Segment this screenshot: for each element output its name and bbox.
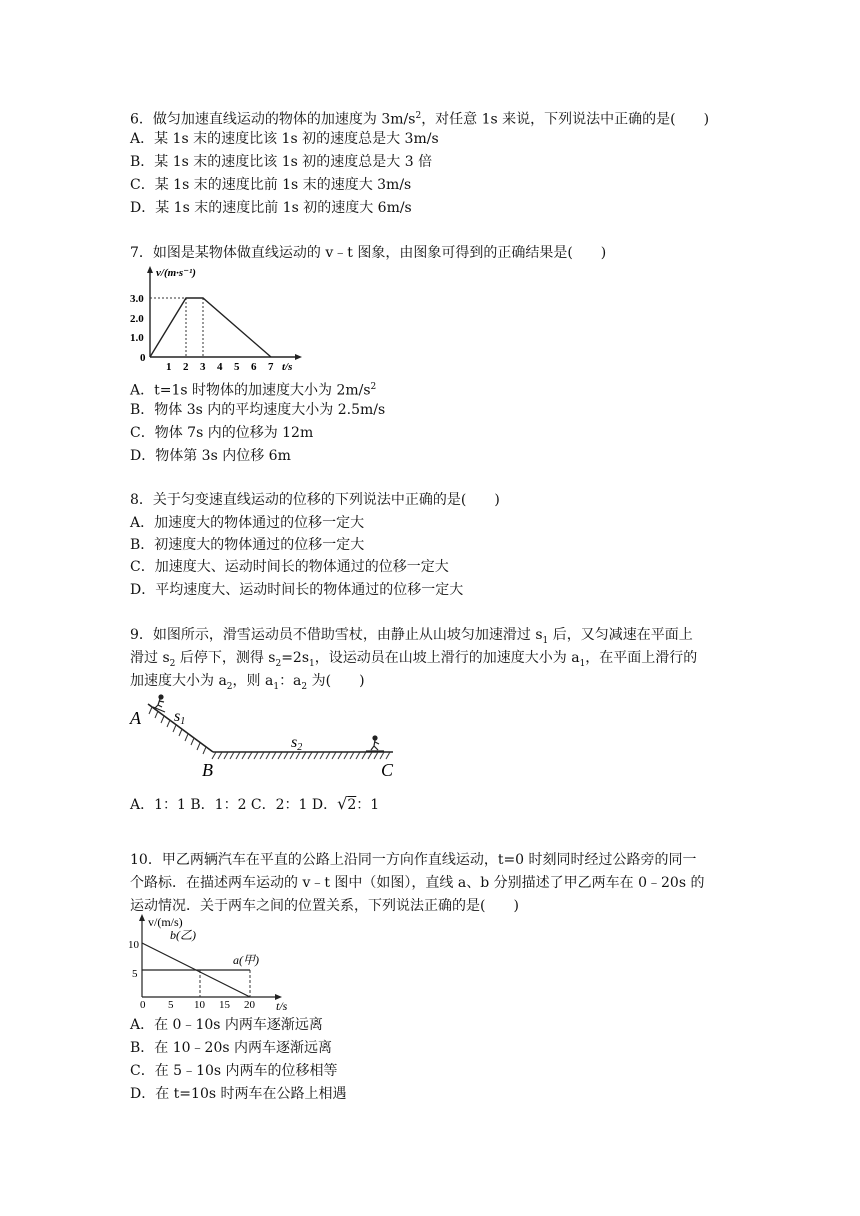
q7-option-c: C．物体 7s 内的位移为 12m [130,425,314,441]
q9-point-c: C [381,760,394,780]
q6-option-b: B．某 1s 末的速度比该 1s 初的速度总是大 3 倍 [130,154,433,170]
q6-stem: 6．做匀加速直线运动的物体的加速度为 $3m/s^2$，对任意 1s 来说，下列说法中正确的是( ) [130,111,710,128]
q7-ytick: 0 [140,352,146,364]
q7-xtick: 6 [251,361,257,373]
q10-option-a: A．在 0﹣10s 内两车逐渐远离 [130,1017,323,1033]
q9-point-b: B [202,760,213,780]
q7-option-a: A．t=1s 时物体的加速度大小为 $2m/s^2$ [130,382,377,399]
q10-xtick: 20 [244,999,255,1011]
q10-xtick: 5 [168,999,174,1011]
q10-vt-graph [128,912,308,1012]
q7-xtick: 2 [183,361,189,373]
q10-option-b: B．在 10﹣20s 内两车逐渐远离 [130,1040,333,1056]
q7-xtick: 5 [234,361,240,373]
q7-xtick: 4 [217,361,223,373]
q6-option-d: D．某 1s 末的速度比前 1s 初的速度大 6m/s [130,200,412,216]
q9-point-a: A [130,708,141,728]
q7-vt-graph [128,264,308,374]
q10-stem-line1: 10．甲乙两辆汽车在平直的公路上沿同一方向作直线运动，t=0 时刻同时经过公路旁的同一 [130,852,697,868]
q7-ytick: 1.0 [130,332,144,344]
q10-option-d: D．在 t=10s 时两车在公路上相遇 [130,1086,347,1102]
q7-option-d: D．物体第 3s 内位移 6m [130,448,291,464]
q8-option-b: B．初速度大的物体通过的位移一定大 [130,537,365,553]
q6-option-c: C．某 1s 末的速度比前 1s 末的速度大 3m/s [130,177,412,193]
q9-label-s2: s2 [291,734,303,753]
q8-option-a: A．加速度大的物体通过的位移一定大 [130,515,365,531]
q7-xtick: 3 [200,361,206,373]
q10-ytick: 10 [128,939,139,951]
q10-stem-line2: 个路标．在描述两车运动的 v﹣t 图中（如图），直线 a、b 分别描述了甲乙两车在 0﹣20s 的 [130,875,705,891]
q9-stem-line2: 滑过 $s_2$ 后停下，测得 $s_2=2s_1$，设运动员在山坡上滑行的加速度大小为 $a_1$，在平面上滑行的 [130,650,698,669]
q10-ytick: 5 [132,968,138,980]
q6-option-a: A．某 1s 末的速度比该 1s 初的速度总是大 3m/s [130,131,439,147]
q10-xtick: 0 [140,999,146,1011]
q9-stem-line1: 9．如图所示，滑雪运动员不借助雪杖，由静止从山坡匀加速滑过 $s_1$ 后，又匀减速在平面上 [130,627,693,646]
q7-xtick: 7 [268,361,274,373]
q7-xlabel: t/s [282,361,293,373]
q10-label-b: b(乙) [170,928,196,942]
q7-ylabel: v/(m·s⁻¹) [156,267,196,279]
q8-stem: 8．关于匀变速直线运动的位移的下列说法中正确的是( ) [130,492,500,508]
q10-xlabel: t/s [276,999,288,1012]
q10-label-a: a(甲) [233,953,259,967]
q10-xtick: 10 [194,999,205,1011]
skier-bottom-icon [366,736,384,751]
q8-option-d: D．平均速度大、运动时间长的物体通过的位移一定大 [130,582,464,598]
q9-options: A．1：1 B．1：2 C．2：1 D．√2：1 [130,794,380,813]
q7-xtick: 1 [166,361,172,373]
q10-option-c: C．在 5﹣10s 内两车的位移相等 [130,1063,338,1079]
q10-xtick: 15 [219,999,230,1011]
q7-stem: 7．如图是某物体做直线运动的 v﹣t 图象，由图象可得到的正确结果是( ) [130,245,607,261]
q10-ylabel: v/(m/s) [148,915,183,929]
q9-label-s1: s1 [174,708,186,727]
q9-ski-slope-diagram [128,694,408,784]
q7-velocity-line [150,298,271,357]
q7-option-b: B．物体 3s 内的平均速度大小为 2.5m/s [130,402,386,418]
q8-option-c: C．加速度大、运动时间长的物体通过的位移一定大 [130,559,449,575]
q7-ytick: 2.0 [130,313,144,325]
q7-ytick: 3.0 [130,293,144,305]
q9-stem-line3: 加速度大小为 $a_2$，则 $a_1$：$a_2$ 为( ) [130,673,365,692]
q10-stem-line3: 运动情况．关于两车之间的位置关系，下列说法正确的是( ) [130,898,519,914]
